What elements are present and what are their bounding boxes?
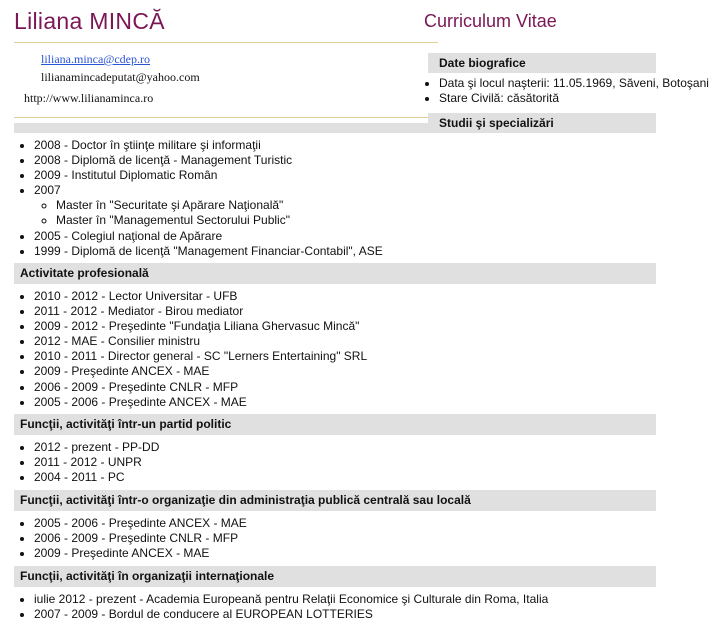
list-item: • 2005 - 2006 - Preşedinte ANCEX - MAE (34, 516, 247, 531)
name-divider (14, 42, 438, 43)
list-item: • 1999 - Diplomă de licenţă "Management Financiar-Contabil", ASE (34, 244, 383, 259)
list-item: • iulie 2012 - prezent - Academia Europeană pentru Relaţii Economice şi Culturale din Roma, Italia (34, 592, 548, 607)
list-item: • 2005 - 2006 - Preşedinte ANCEX - MAE (34, 395, 367, 410)
studii-list (18, 138, 383, 259)
internationale-heading: Funcţii, activităţi în organizaţii internaţionale (14, 566, 656, 587)
list-item: • 2004 - 2011 - PC (34, 470, 159, 485)
list-item: • 2010 - 2011 - Director general - SC "Lerners Entertaining" SRL (34, 349, 367, 364)
list-item: • 2011 - 2012 - Mediator - Birou mediator (34, 304, 367, 319)
administratie-list (18, 516, 247, 561)
list-item: • Stare Civilă: căsătorită (439, 91, 709, 106)
list-item: • Data şi locul naşterii: 11.05.1969, Săveni, Botoşani (439, 76, 709, 91)
bio-heading: Date biografice (428, 53, 656, 73)
list-item-label: 2007 (34, 183, 61, 198)
sub-list-item: ◦ Master în "Managementul Sectorului Public" (56, 213, 383, 228)
list-item: • 2011 - 2012 - UNPR (34, 455, 159, 470)
email-secondary: lilianamincadeputat@yahoo.com (41, 70, 200, 84)
sub-list-item: ◦ Master în "Securitate şi Apărare Naţională" (56, 198, 383, 213)
studii-heading: Studii şi specializări (428, 113, 656, 133)
cv-title: Curriculum Vitae (424, 11, 557, 31)
section-band (14, 123, 428, 133)
administratie-heading: Funcţii, activităţi într-o organizaţie din administraţia publică centrală sau locală (14, 490, 656, 511)
list-item: • 2009 - Institutul Diplomatic Român (34, 168, 383, 183)
sub-list (34, 198, 383, 228)
list-item: • 2009 - Preşedinte ANCEX - MAE (34, 364, 367, 379)
list-item: • 2012 - MAE - Consilier ministru (34, 334, 367, 349)
list-item: • 2005 - Colegiul naţional de Apărare (34, 229, 383, 244)
person-name: Liliana MINCĂ (14, 8, 165, 34)
list-item: • 2009 - Preşedinte ANCEX - MAE (34, 546, 247, 561)
partid-list (18, 440, 159, 485)
list-item: • 2008 - Diplomă de licenţă - Management Turistic (34, 153, 383, 168)
list-item: • 2007 - 2009 - Bordul de conducere al EUROPEAN LOTTERIES (34, 607, 548, 622)
bio-list (424, 76, 709, 106)
list-item: • 2006 - 2009 - Preşedinte CNLR - MFP (34, 531, 247, 546)
list-item: • 2006 - 2009 - Preşedinte CNLR - MFP (34, 380, 367, 395)
activitate-heading: Activitate profesională (14, 263, 656, 284)
website-text: http://www.lilianaminca.ro (24, 91, 154, 105)
list-item: • 2012 - prezent - PP-DD (34, 440, 159, 455)
internationale-list (18, 592, 548, 622)
partid-heading: Funcţii, activităţi într-un partid politic (14, 414, 656, 435)
section-divider (14, 117, 438, 118)
list-item: • 2009 - 2012 - Preşedinte "Fundaţia Liliana Ghervasuc Mincă" (34, 319, 367, 334)
activitate-list (18, 289, 367, 410)
list-item: • 2008 - Doctor în ştiinţe militare şi informaţii (34, 138, 383, 153)
list-item: • 2010 - 2012 - Lector Universitar - UFB (34, 289, 367, 304)
list-item (34, 183, 383, 228)
email-link[interactable]: liliana.minca@cdep.ro (41, 52, 151, 66)
